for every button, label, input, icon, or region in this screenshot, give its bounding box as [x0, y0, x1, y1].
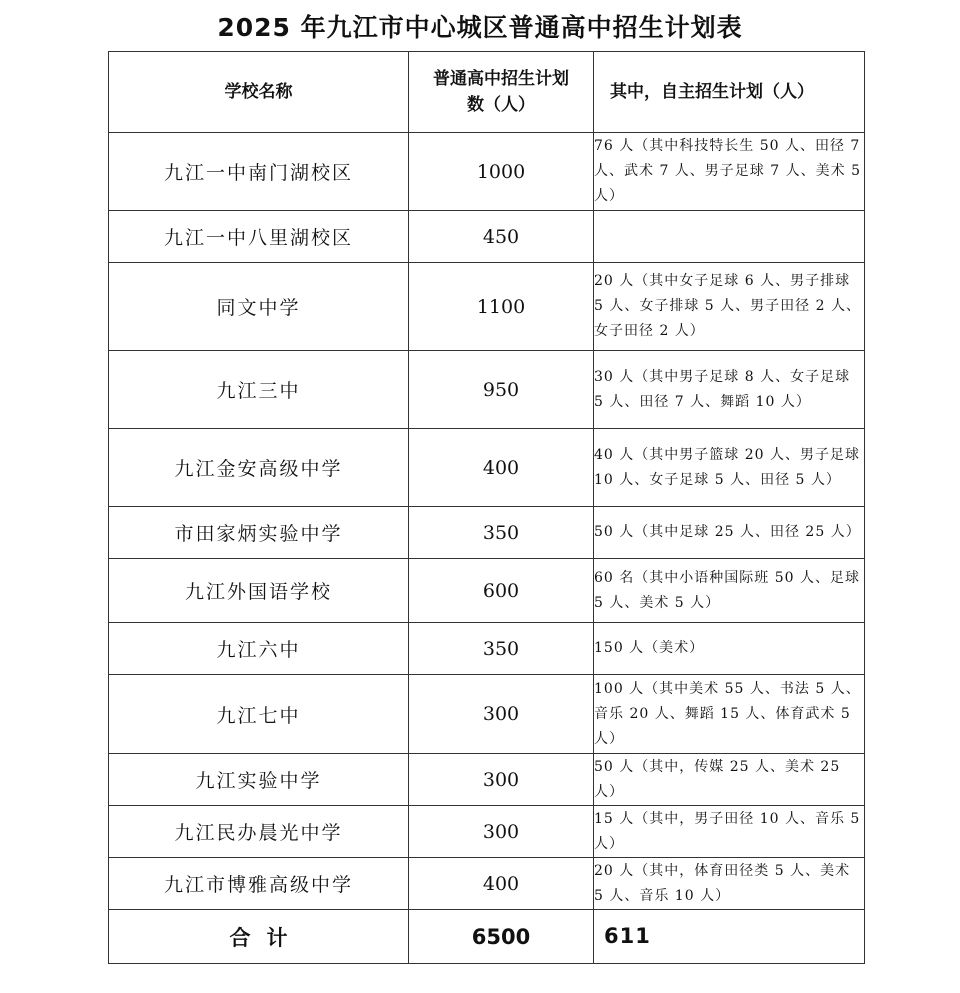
- school-name: 九江外国语学校: [109, 559, 409, 623]
- header-independent-plan: 其中，自主招生计划（人）: [594, 52, 865, 133]
- school-name: 九江实验中学: [109, 754, 409, 806]
- independent-plan-note: 20 人（其中，体育田径类 5 人、美术 5 人、音乐 10 人）: [594, 858, 865, 910]
- plan-count: 300: [409, 806, 594, 858]
- plan-count: 300: [409, 754, 594, 806]
- school-name: 九江市博雅高级中学: [109, 858, 409, 910]
- independent-plan-note: 20 人（其中女子足球 6 人、男子排球 5 人、女子排球 5 人、男子田径 2 人、女子田径 2 人）: [594, 263, 865, 351]
- independent-plan-note: 40 人（其中男子篮球 20 人、男子足球 10 人、女子足球 5 人、田径 5 人）: [594, 429, 865, 507]
- school-name: 九江六中: [109, 623, 409, 675]
- independent-plan-note: 15 人（其中，男子田径 10 人、音乐 5 人）: [594, 806, 865, 858]
- total-plan-count: 6500: [409, 910, 594, 964]
- plan-count: 300: [409, 675, 594, 754]
- independent-plan-note: 150 人（美术）: [594, 623, 865, 675]
- independent-plan-note: 50 人（其中，传媒 25 人、美术 25 人）: [594, 754, 865, 806]
- table-row: [109, 263, 865, 351]
- school-name: 九江三中: [109, 351, 409, 429]
- total-row: [109, 910, 865, 964]
- total-independent-count: 611: [594, 910, 865, 964]
- table-row: [109, 351, 865, 429]
- school-name: 九江一中八里湖校区: [109, 211, 409, 263]
- independent-plan-note: 50 人（其中足球 25 人、田径 25 人）: [594, 507, 865, 559]
- table-row: [109, 623, 865, 675]
- independent-plan-note: 30 人（其中男子足球 8 人、女子足球 5 人、田径 7 人、舞蹈 10 人）: [594, 351, 865, 429]
- school-name: 九江一中南门湖校区: [109, 133, 409, 211]
- table-row: [109, 858, 865, 910]
- independent-plan-note: 76 人（其中科技特长生 50 人、田径 7 人、武术 7 人、男子足球 7 人、美术 5 人）: [594, 133, 865, 211]
- school-name: 市田家炳实验中学: [109, 507, 409, 559]
- plan-count: 400: [409, 858, 594, 910]
- school-name: 九江民办晨光中学: [109, 806, 409, 858]
- enrollment-plan-table: [108, 51, 865, 964]
- table-row: [109, 675, 865, 754]
- independent-plan-note: 100 人（其中美术 55 人、书法 5 人、音乐 20 人、舞蹈 15 人、体育武术 5 人）: [594, 675, 865, 754]
- plan-count: 600: [409, 559, 594, 623]
- school-name: 同文中学: [109, 263, 409, 351]
- table-row: [109, 211, 865, 263]
- plan-count: 950: [409, 351, 594, 429]
- table-row: [109, 754, 865, 806]
- table-row: [109, 133, 865, 211]
- plan-count: 350: [409, 507, 594, 559]
- table-row: [109, 507, 865, 559]
- table-row: [109, 806, 865, 858]
- total-label: 合计: [109, 910, 409, 964]
- plan-count: 450: [409, 211, 594, 263]
- page-title: 2025 年九江市中心城区普通高中招生计划表: [217, 13, 743, 42]
- independent-plan-note: [594, 211, 865, 263]
- independent-plan-note: 60 名（其中小语种国际班 50 人、足球 5 人、美术 5 人）: [594, 559, 865, 623]
- school-name: 九江金安高级中学: [109, 429, 409, 507]
- school-name: 九江七中: [109, 675, 409, 754]
- plan-count: 1000: [409, 133, 594, 211]
- plan-count: 350: [409, 623, 594, 675]
- header-school-name: 学校名称: [109, 52, 409, 133]
- plan-count: 400: [409, 429, 594, 507]
- plan-count: 1100: [409, 263, 594, 351]
- table-header-row: [109, 52, 865, 133]
- header-enrollment-plan: 普通高中招生计划数（人）: [409, 52, 594, 133]
- table-row: [109, 559, 865, 623]
- table-row: [109, 429, 865, 507]
